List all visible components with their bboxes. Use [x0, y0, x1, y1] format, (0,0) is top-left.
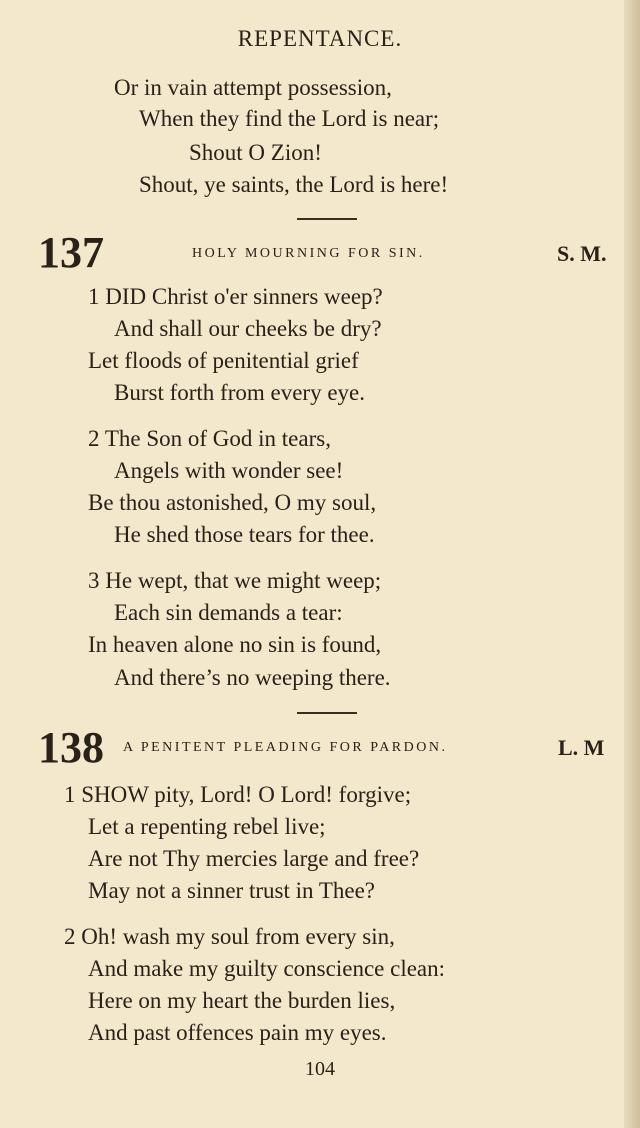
intro-line-1: Or in vain attempt possession,: [114, 75, 392, 100]
intro-line-3: Shout O Zion!: [189, 140, 322, 165]
intro-line-4: Shout, ye saints, the Lord is here!: [139, 172, 449, 197]
hymn-138-v1-line-4: May not a sinner trust in Thee?: [88, 878, 376, 903]
hymn-137-meter: S. M.: [557, 241, 607, 266]
hymn-138-v2-line-3: Here on my heart the burden lies,: [88, 988, 396, 1013]
hymn-137-v3-line-1: 3 He wept, that we might weep;: [88, 568, 382, 593]
hymn-137-v1-line-3: Let floods of penitential grief: [88, 348, 359, 373]
hymn-138-v2-line-2: And make my guilty conscience clean:: [88, 956, 446, 981]
page-number: 104: [305, 1058, 335, 1080]
hymn-137-v1-line-1: 1 DID Christ o'er sinners weep?: [88, 284, 383, 309]
section-divider-1: [297, 218, 357, 220]
hymn-138-v1-line-3: Are not Thy mercies large and free?: [88, 846, 420, 871]
hymn-137-v1-line-4: Burst forth from every eye.: [114, 380, 366, 405]
hymn-137-number: 137: [38, 228, 104, 277]
hymn-137-v2-line-4: He shed those tears for thee.: [114, 522, 375, 547]
running-header: REPENTANCE.: [237, 26, 403, 51]
hymn-137-v2-line-1: 2 The Son of God in tears,: [88, 426, 331, 451]
hymn-137-v2-line-3: Be thou astonished, O my soul,: [88, 490, 377, 515]
section-divider-2: [297, 712, 357, 714]
hymn-137-v3-line-4: And there’s no weeping there.: [114, 665, 391, 690]
hymn-137-v3-line-3: In heaven alone no sin is found,: [88, 632, 382, 657]
hymn-138-title: A PENITENT PLEADING FOR PARDON.: [123, 740, 448, 755]
intro-line-2: When they find the Lord is near;: [139, 106, 440, 131]
hymn-138-number: 138: [38, 723, 104, 772]
hymn-137-title: HOLY MOURNING FOR SIN.: [192, 246, 425, 261]
hymn-138-v2-line-4: And past offences pain my eyes.: [88, 1020, 387, 1045]
hymn-138-meter: L. M: [558, 735, 605, 760]
page-edge-shadow: [624, 0, 640, 1128]
hymn-137-v2-line-2: Angels with wonder see!: [114, 458, 344, 483]
hymn-138-v1-line-1: 1 SHOW pity, Lord! O Lord! forgive;: [64, 782, 412, 807]
hymn-137-v3-line-2: Each sin demands a tear:: [114, 600, 343, 625]
hymn-138-v1-line-2: Let a repenting rebel live;: [88, 814, 326, 839]
hymn-137-v1-line-2: And shall our cheeks be dry?: [114, 316, 382, 341]
hymn-138-v2-line-1: 2 Oh! wash my soul from every sin,: [64, 924, 395, 949]
